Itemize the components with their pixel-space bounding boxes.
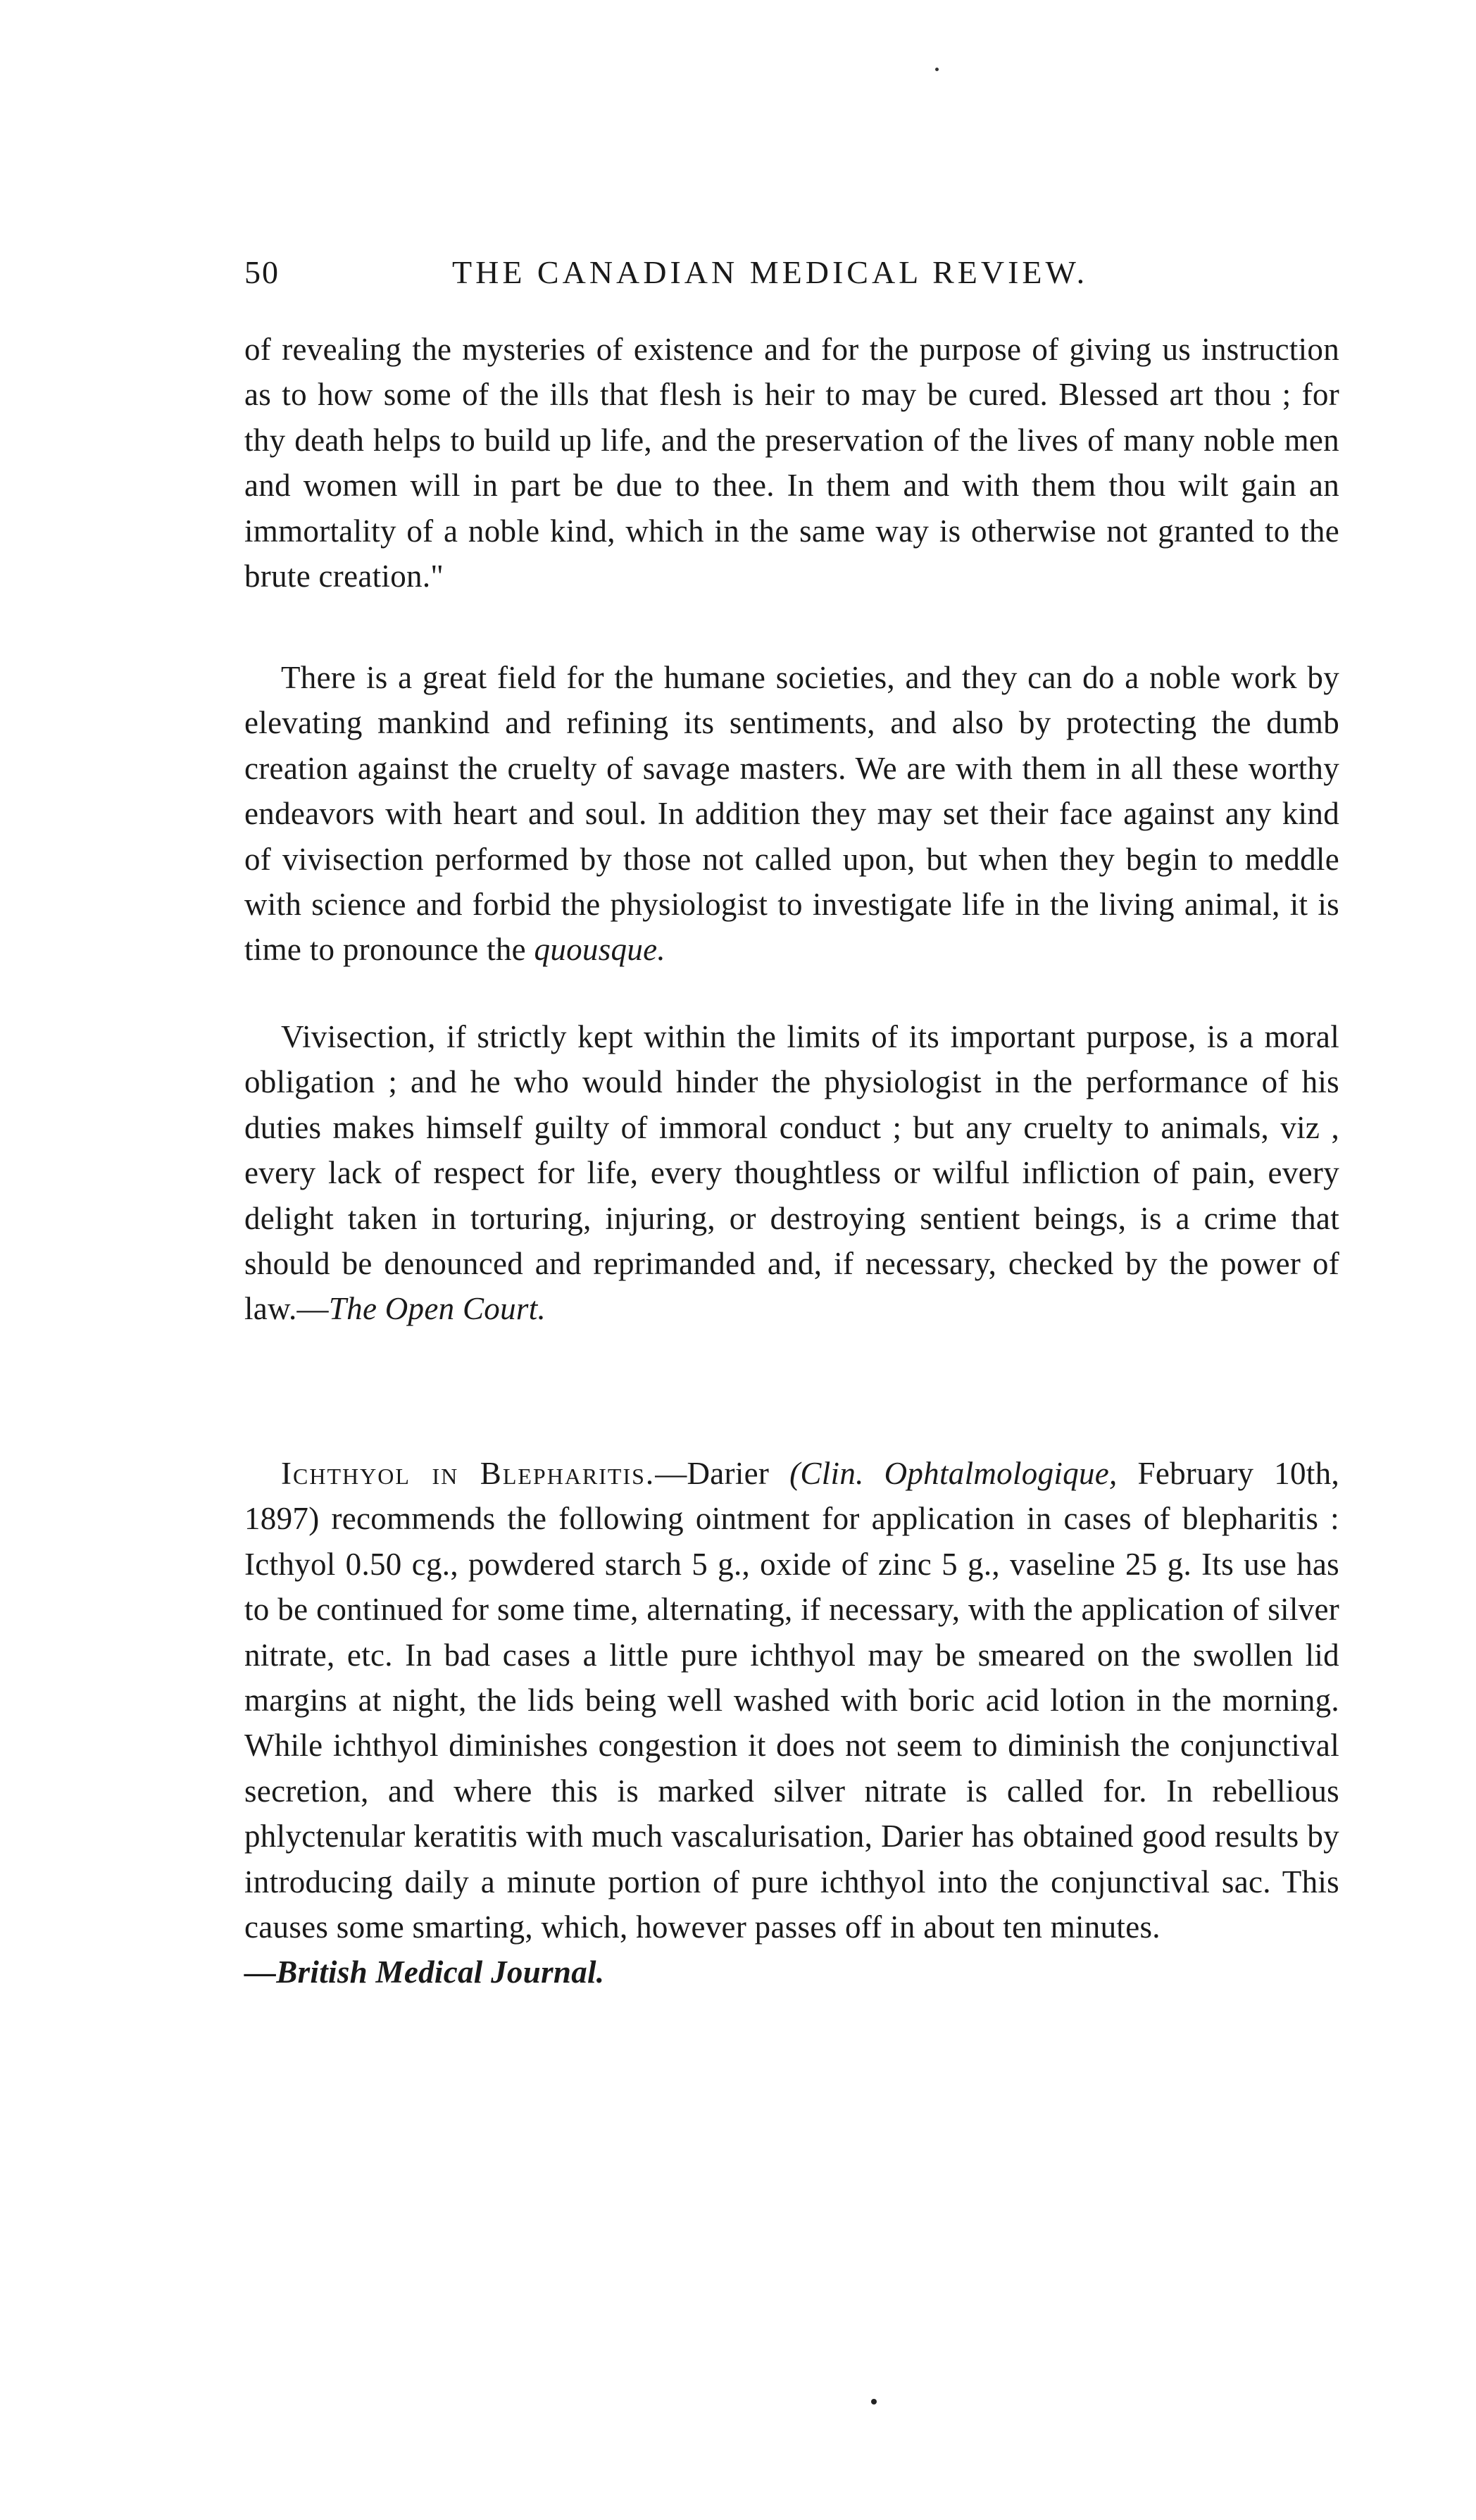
article-intro: —Darier xyxy=(655,1456,770,1491)
paragraph xyxy=(244,1014,1339,1332)
ink-speck xyxy=(871,2399,877,2404)
source-attribution: —British Medical Journal. xyxy=(244,1954,605,1990)
paragraph xyxy=(244,655,1339,973)
latin-term: quousque. xyxy=(534,932,665,968)
article-heading: Ichthyol in Blepharitis. xyxy=(281,1456,656,1491)
ink-speck xyxy=(935,68,939,71)
article-ichthyol-in-blepharitis xyxy=(244,1451,1339,1995)
page-number: 50 xyxy=(244,254,280,290)
paragraph xyxy=(244,1451,1339,1950)
paragraph-text: Vivisection, if strictly kept within the limits of its important purpose, is a moral obligation ; and he who would hinder the physiologist in the performance of his duties makes himself guilty of immoral conduct ; but any cruelty to animals, viz , every lack of respect for life, every thoughtless or wilful infliction of pain, every delight taken in torturing, injuring, or destroying sentient beings, is a crime that should be denounced and reprimanded and, if necessary, checked by the power of law.— xyxy=(244,1019,1339,1327)
journal-citation: (Clin. Ophtalmologique, xyxy=(789,1456,1118,1491)
article-vivisection-paragraph-2 xyxy=(244,655,1339,973)
article-vivisection-continued xyxy=(244,327,1339,599)
paragraph-text: February 10th, 1897) recommends the following ointment for application in cases of blepharitis : Icthyol 0.50 cg., powdered starch 5 g., oxide of zinc 5 g., vaseline 25 g. Its use has to be continued for some time, alternating, if necessary, with the application of silver nitrate, etc. In bad cases a little pure ichthyol may be smeared on the swollen lid margins at night, the lids being well washed with boric acid lotion in the morning. While ichthyol diminishes congestion it does not seem to diminish the conjunctival secretion, and where this is marked silver nitrate is called for. In rebellious phlyctenular keratitis with much vascalurisation, Darier has obtained good results by introducing daily a minute portion of pure ichthyol into the conjunctival sac. This causes some smarting, which, however passes off in about ten minutes. xyxy=(244,1456,1340,1945)
running-title: THE CANADIAN MEDICAL REVIEW. xyxy=(452,254,1089,290)
paragraph: of revealing the mysteries of existence and for the purpose of giving us instruction as to how some of the ills that flesh is heir to may be cured. Blessed art thou ; for thy death helps to build up life, and the preservation of the lives of many noble men and women will in part be due to thee. In them and with them thou wilt gain an immortality of a noble kind, which in the same way is otherwise not granted to the brute creation." xyxy=(244,332,1339,594)
source-attribution: The Open Court. xyxy=(328,1291,546,1327)
page-header xyxy=(244,254,1315,303)
paragraph-text: There is a great field for the humane societies, and they can do a noble work by elevating mankind and refining its sentiments, and also by protecting the dumb creation against the cruelty of savage masters. We are with them in all these worthy endeavors with heart and soul. In addition they may set their face against any kind of vivisection performed by those not called upon, but when they begin to meddle with science and forbid the physiologist to investigate life in the living animal, it is time to pronounce the xyxy=(244,660,1339,968)
article-vivisection-paragraph-3 xyxy=(244,1014,1339,1332)
